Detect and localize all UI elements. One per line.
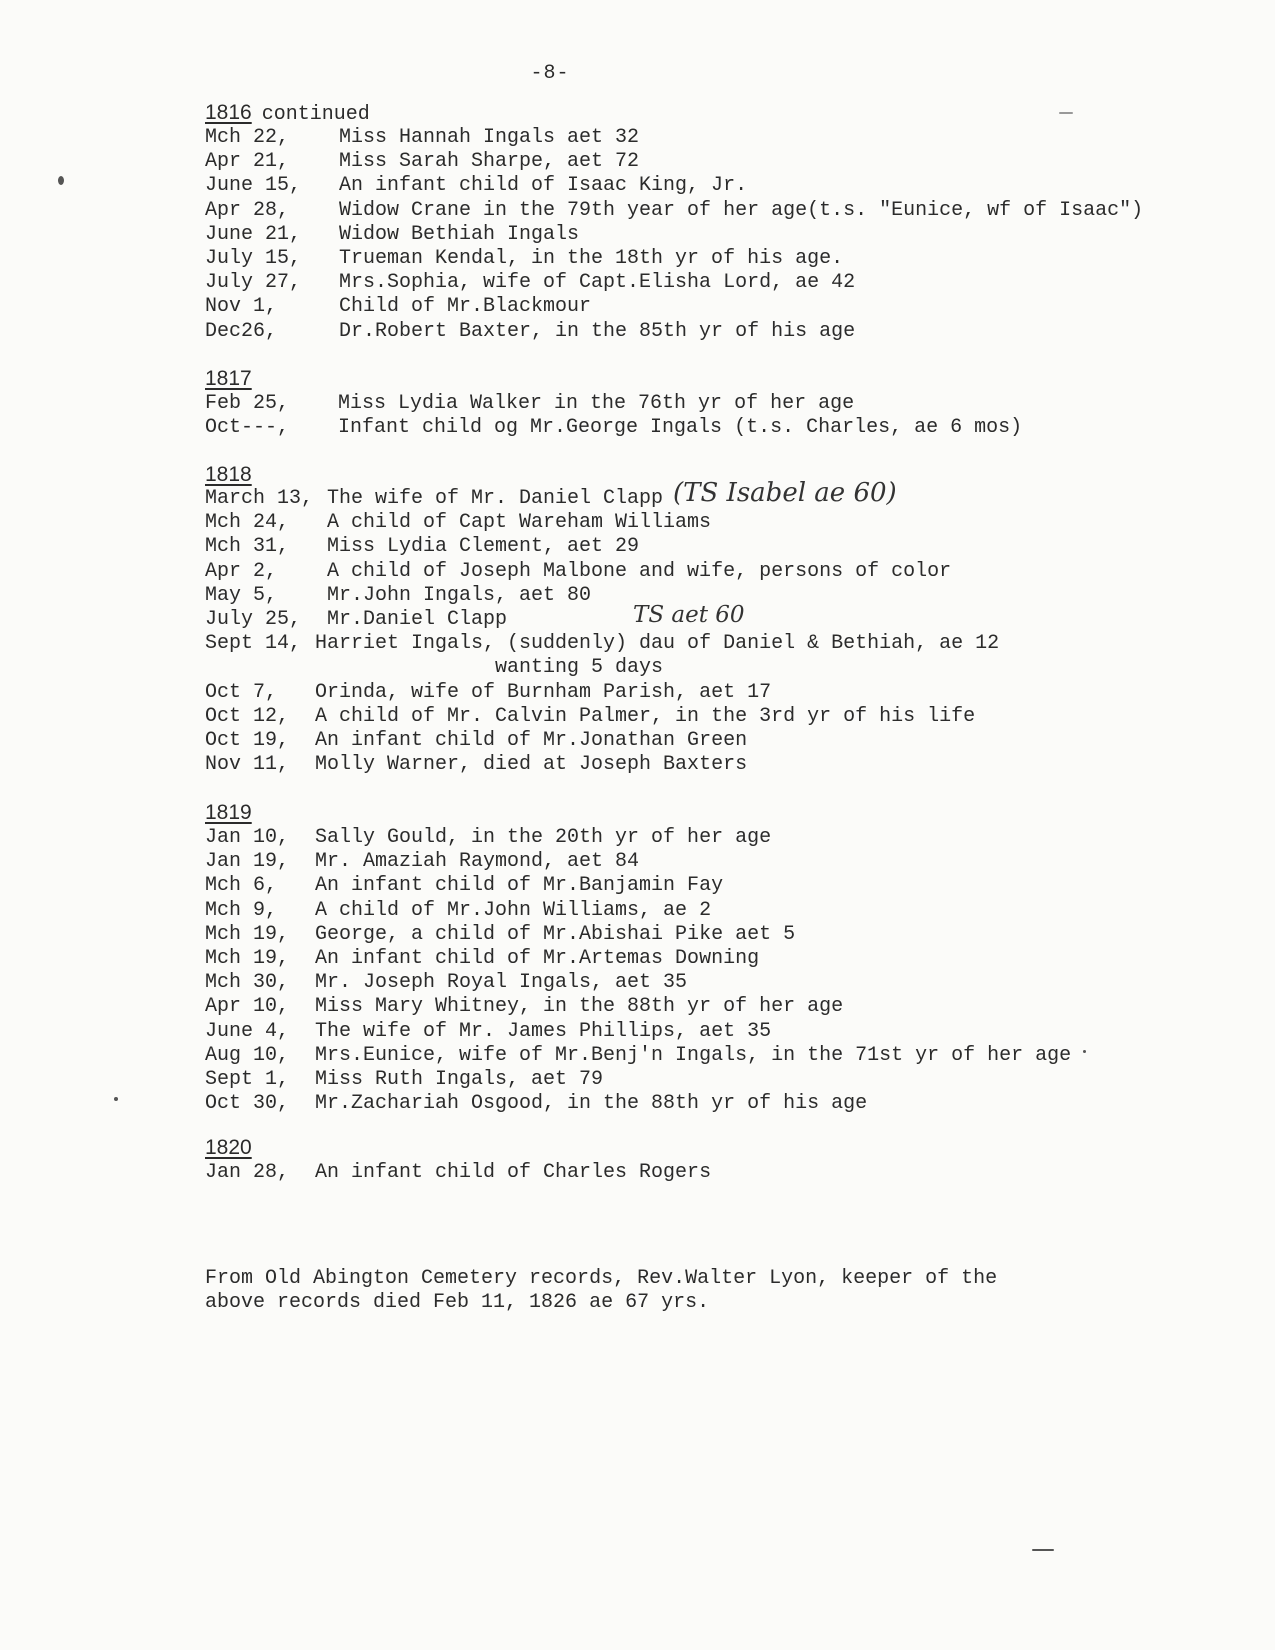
year-label: 1816 <box>205 101 252 124</box>
list-item <box>205 995 1205 1019</box>
entry-date: Apr 21, <box>205 150 290 174</box>
list-item <box>205 416 1205 440</box>
list-item <box>205 947 1205 971</box>
entry-text: Miss Lydia Clement, aet 29 <box>327 535 640 559</box>
entry-text: Mr.Zachariah Osgood, in the 88th yr of his age <box>315 1092 868 1116</box>
year-label: 1817 <box>205 367 252 390</box>
entry-date: Oct 12, <box>205 704 290 728</box>
entry-date: Mch 30, <box>205 971 290 995</box>
entry-text: An infant child of Mr.Jonathan Green <box>315 728 748 752</box>
list-item <box>205 320 1205 344</box>
section-heading-1820 <box>205 1136 252 1160</box>
entry-text: A child of Joseph Malbone and wife, persons of color <box>327 559 952 583</box>
entry-text: A child of Capt Wareham Williams <box>327 511 712 535</box>
entry-text: Mrs.Sophia, wife of Capt.Elisha Lord, ae 42 <box>339 271 856 295</box>
list-item <box>205 1161 1205 1185</box>
entry-date: Aug 10, <box>205 1043 290 1067</box>
entry-text: Miss Sarah Sharpe, aet 72 <box>339 150 640 174</box>
list-item <box>205 223 1205 247</box>
entry-text: An infant child of Mr.Banjamin Fay <box>315 874 724 898</box>
list-item <box>205 271 1205 295</box>
entries-1816 <box>205 126 1205 344</box>
entry-date: Apr 2, <box>205 559 278 583</box>
entry-date: Mch 19, <box>205 922 290 946</box>
entry-date: Sept 14, <box>205 632 302 656</box>
year-label: 1819 <box>205 801 252 824</box>
entries-1820 <box>205 1161 1205 1185</box>
entry-text: Child of Mr.Blackmour <box>339 295 592 319</box>
handwritten-annotation-march13: (TS Isabel ae 60) <box>673 478 897 508</box>
list-item-continuation <box>205 656 1205 680</box>
footer-line-2: above records died Feb 11, 1826 ae 67 yrs. <box>205 1291 710 1314</box>
list-item <box>205 392 1205 416</box>
list-item <box>205 632 1205 656</box>
entry-text: Orinda, wife of Burnham Parish, aet 17 <box>315 680 772 704</box>
list-item <box>205 126 1205 150</box>
entry-date: Oct---, <box>205 416 290 440</box>
entry-text: Mr.Daniel Clapp <box>327 607 508 631</box>
entry-text: An infant child of Charles Rogers <box>315 1161 712 1184</box>
entries-1817 <box>205 392 1205 440</box>
scan-speck <box>1083 1050 1086 1053</box>
section-heading-1817 <box>205 367 252 391</box>
entry-text: Trueman Kendal, in the 18th yr of his age. <box>339 246 844 270</box>
list-item <box>205 874 1205 898</box>
list-item <box>205 971 1205 995</box>
list-item <box>205 705 1205 729</box>
entry-text: Dr.Robert Baxter, in the 85th yr of his age <box>339 319 856 343</box>
scan-mark <box>1059 112 1073 114</box>
entry-date: Feb 25, <box>205 392 290 415</box>
entry-date: Dec26, <box>205 319 278 343</box>
entry-date: July 25, <box>205 607 302 631</box>
list-item <box>205 850 1205 874</box>
entry-date: June 21, <box>205 222 302 246</box>
entry-date: Oct 30, <box>205 1092 290 1116</box>
list-item <box>205 681 1205 705</box>
year-label: 1820 <box>205 1136 252 1159</box>
section-heading-1816 <box>205 101 370 126</box>
entry-text: Widow Bethiah Ingals <box>339 222 580 246</box>
entry-text: Widow Crane in the 79th year of her age(t.s. "Eunice, wf of Isaac") <box>339 198 1144 222</box>
entry-text: Miss Hannah Ingals aet 32 <box>339 126 640 149</box>
handwritten-annotation-july25: TS aet 60 <box>633 602 745 628</box>
entry-text: An infant child of Isaac King, Jr. <box>339 174 748 198</box>
year-label: 1818 <box>205 463 252 486</box>
entry-text: An infant child of Mr.Artemas Downing <box>315 946 760 970</box>
list-item <box>205 729 1205 753</box>
list-item <box>205 753 1205 777</box>
entry-date: Nov 1, <box>205 295 278 319</box>
list-item <box>205 923 1205 947</box>
entry-date: Mch 22, <box>205 126 290 149</box>
footer-line-1: From Old Abington Cemetery records, Rev.Walter Lyon, keeper of the <box>205 1267 998 1290</box>
entry-text: Mr. Joseph Royal Ingals, aet 35 <box>315 971 688 995</box>
entry-date: May 5, <box>205 583 278 607</box>
entry-date: Apr 10, <box>205 995 290 1019</box>
entry-text: Sally Gould, in the 20th yr of her age <box>315 826 772 849</box>
continued-label: continued <box>261 103 370 126</box>
entry-date: July 27, <box>205 271 302 295</box>
entry-date: Mch 24, <box>205 511 290 535</box>
list-item <box>205 174 1205 198</box>
list-item <box>205 511 1205 535</box>
list-item <box>205 1020 1205 1044</box>
entry-text: Mr.John Ingals, aet 80 <box>327 583 592 607</box>
entry-text: Mr. Amaziah Raymond, aet 84 <box>315 850 640 874</box>
entry-date: June 4, <box>205 1019 290 1043</box>
entry-text: The wife of Mr. James Phillips, aet 35 <box>315 1019 772 1043</box>
list-item <box>205 1044 1205 1068</box>
list-item <box>205 199 1205 223</box>
entries-1819 <box>205 826 1205 1116</box>
scan-speck <box>114 1097 118 1101</box>
page-number: -8- <box>530 62 570 85</box>
entry-date: March 13, <box>205 487 314 510</box>
entry-text: The wife of Mr. Daniel Clapp <box>327 487 664 510</box>
entry-date: Oct 19, <box>205 728 290 752</box>
list-item <box>205 535 1205 559</box>
entry-date: Sept 1, <box>205 1067 290 1091</box>
list-item <box>205 826 1205 850</box>
entry-text: Harriet Ingals, (suddenly) dau of Daniel & Bethiah, ae 12 <box>315 632 1000 656</box>
list-item <box>205 1068 1205 1092</box>
entry-date: Jan 28, <box>205 1161 290 1184</box>
list-item <box>205 295 1205 319</box>
entry-text: Molly Warner, died at Joseph Baxters <box>315 753 748 777</box>
entry-date: Apr 28, <box>205 198 290 222</box>
entry-date: Mch 6, <box>205 874 278 898</box>
entry-date: Mch 9, <box>205 898 278 922</box>
entry-text: Mrs.Eunice, wife of Mr.Benj'n Ingals, in the 71st yr of her age <box>315 1043 1072 1067</box>
entry-text: Miss Lydia Walker in the 76th yr of her age <box>338 392 855 415</box>
list-item <box>205 247 1205 271</box>
entry-text: George, a child of Mr.Abishai Pike aet 5 <box>315 922 796 946</box>
list-item <box>205 560 1205 584</box>
entry-date: Mch 31, <box>205 535 290 559</box>
list-item <box>205 1092 1205 1116</box>
entry-text: Miss Ruth Ingals, aet 79 <box>315 1067 604 1091</box>
section-heading-1819 <box>205 801 252 825</box>
list-item <box>205 150 1205 174</box>
entry-date: Jan 19, <box>205 850 290 874</box>
entry-text: A child of Mr. Calvin Palmer, in the 3rd yr of his life <box>315 704 976 728</box>
entry-date: July 15, <box>205 246 302 270</box>
list-item <box>205 899 1205 923</box>
entry-date: Oct 7, <box>205 680 278 704</box>
entries-1818 <box>205 487 1205 777</box>
entry-date: June 15, <box>205 174 302 198</box>
entry-date: Mch 19, <box>205 946 290 970</box>
entry-text: A child of Mr.John Williams, ae 2 <box>315 898 712 922</box>
entry-text: Miss Mary Whitney, in the 88th yr of her age <box>315 995 844 1019</box>
entry-date: Nov 11, <box>205 753 290 777</box>
entry-date: Jan 10, <box>205 826 290 849</box>
footer-note <box>205 1267 997 1315</box>
entry-continuation: wanting 5 days <box>495 656 664 680</box>
scan-speck <box>58 176 64 185</box>
entry-text: Infant child og Mr.George Ingals (t.s. Charles, ae 6 mos) <box>338 416 1023 440</box>
scan-mark <box>1032 1549 1054 1551</box>
section-heading-1818 <box>205 463 252 487</box>
